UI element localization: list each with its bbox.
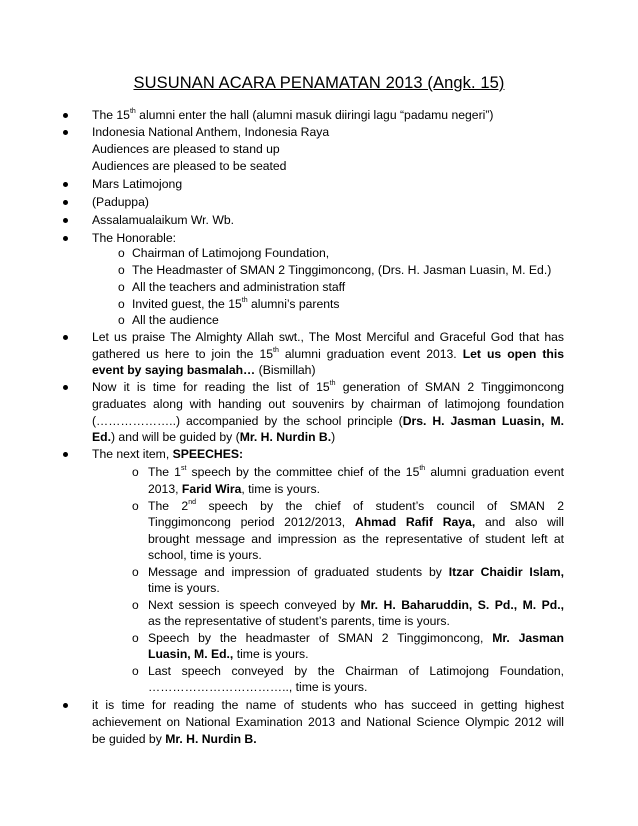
bullet-icon [63,703,68,708]
speech-item-line: Tinggimoncong period 2012/2013, Ahmad Rafif Raya, and also will [148,515,564,529]
speech-item-line: time is yours. [148,581,220,595]
circle-bullet-icon: o [132,499,139,513]
speech-item: The 1st speech by the committee chief of the 15th alumni graduation event [148,465,564,479]
speech-item-line: Luasin, M. Ed., time is yours. [148,647,309,661]
bullet-icon [63,236,68,241]
page-title: SUSUNAN ACARA PENAMATAN 2013 (Angk. 15) [133,74,505,92]
speech-item-line: 2013, Farid Wira, time is yours. [148,482,320,496]
speech-item-line: brought message and impression as the representative of student left at [148,532,564,546]
paragraph-line: gathered us here to join the 15th alumni graduation event 2013. Let us open this [92,347,564,361]
speech-item-line: as the representative of student’s parents, time is yours. [148,614,450,628]
circle-bullet-icon: o [132,465,139,479]
paragraph-line: (………………..) accompanied by the school principle (Drs. H. Jasman Luasin, M. [92,414,564,428]
bullet-icon [63,452,68,457]
speech-item-line: …………………………….., time is yours. [148,680,368,694]
list-item-line: Audiences are pleased to stand up [92,142,280,156]
paragraph-line: it is time for reading the name of students who has succeed in getting highest [92,698,564,712]
bullet-icon [63,385,68,390]
paragraph-line: be guided by Mr. H. Nurdin B. [92,732,257,746]
sub-list-item: All the audience [132,313,219,327]
speech-item: Speech by the headmaster of SMAN 2 Tinggimoncong, Mr. Jasman [148,631,564,645]
circle-bullet-icon: o [132,565,139,579]
bullet-icon [63,200,68,205]
list-item: (Paduppa) [92,195,149,209]
paragraph-line: Now it is time for reading the list of 15th generation of SMAN 2 Tinggimoncong [92,380,564,394]
paragraph-line: Ed.) and will be guided by (Mr. H. Nurdin B.) [92,430,336,444]
circle-bullet-icon: o [132,631,139,645]
bullet-icon [63,113,68,118]
bullet-icon [63,335,68,340]
circle-bullet-icon: o [132,664,139,678]
bullet-icon [63,182,68,187]
paragraph-line: event by saying basmalah… (Bismillah) [92,363,316,377]
circle-bullet-icon: o [118,297,125,311]
list-item: The next item, SPEECHES: [92,447,244,461]
circle-bullet-icon: o [118,280,125,294]
speech-item: The 2nd speech by the chief of student’s council of SMAN 2 [148,499,564,513]
sub-list-item: The Headmaster of SMAN 2 Tinggimoncong, (Drs. H. Jasman Luasin, M. Ed.) [132,263,552,277]
bullet-icon [63,218,68,223]
list-item: The Honorable: [92,231,177,245]
list-item: The 15th alumni enter the hall (alumni masuk diiringi lagu “padamu negeri”) [92,108,494,122]
speech-item: Last speech conveyed by the Chairman of Latimojong Foundation, [148,664,564,678]
paragraph-line: achievement on National Examination 2013 and National Science Olympic 2012 will [92,715,564,729]
list-item: Indonesia National Anthem, Indonesia Raya [92,125,330,139]
paragraph-line: graduates along with handing out souvenirs by chairman of latimojong foundation [92,397,564,411]
circle-bullet-icon: o [118,263,125,277]
sub-list-item: Chairman of Latimojong Foundation, [132,246,330,260]
sub-list-item: All the teachers and administration staff [132,280,346,294]
circle-bullet-icon: o [118,313,125,327]
list-item-line: Audiences are pleased to be seated [92,159,287,173]
speech-item-line: school, time is yours. [148,548,262,562]
bullet-icon [63,130,68,135]
list-item: Mars Latimojong [92,177,183,191]
paragraph-line: Let us praise The Almighty Allah swt., The Most Merciful and Graceful God that has [92,330,564,344]
circle-bullet-icon: o [132,598,139,612]
speech-item: Next session is speech conveyed by Mr. H. Baharuddin, S. Pd., M. Pd., [148,598,564,612]
sub-list-item: Invited guest, the 15th alumni’s parents [132,297,340,311]
circle-bullet-icon: o [118,246,125,260]
list-item: Assalamualaikum Wr. Wb. [92,213,235,227]
speech-item: Message and impression of graduated students by Itzar Chaidir Islam, [148,565,564,579]
